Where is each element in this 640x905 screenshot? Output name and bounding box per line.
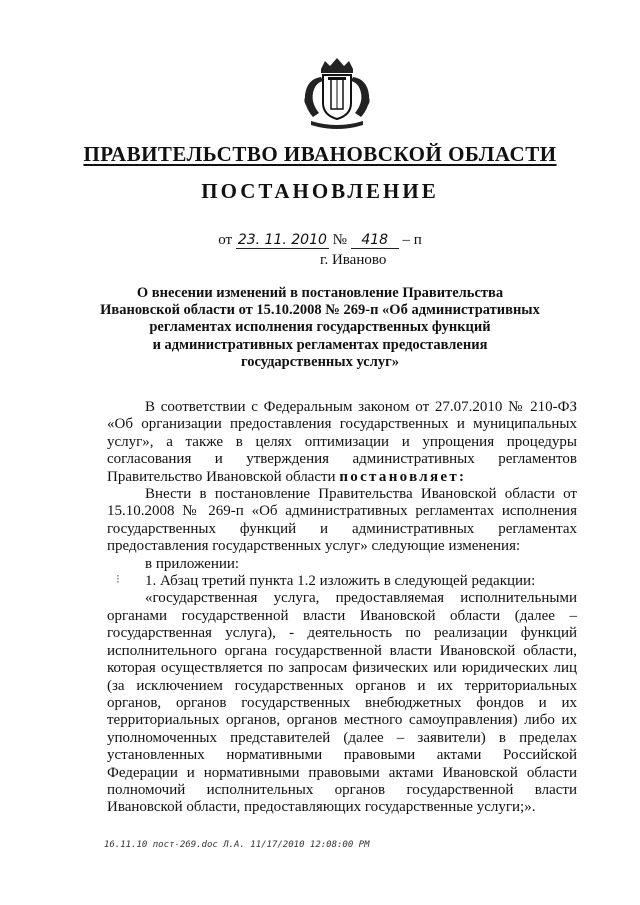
organization-title: ПРАВИТЕЛЬСТВО ИВАНОВСКОЙ ОБЛАСТИ xyxy=(83,142,557,166)
coat-of-arms-icon xyxy=(299,55,375,131)
margin-pencil-mark: ⁝ xyxy=(116,572,120,586)
handwritten-number: 418 xyxy=(351,232,399,249)
date-prefix: от xyxy=(218,232,233,248)
city: г. Иваново xyxy=(320,252,387,268)
number-suffix: – п xyxy=(402,232,422,248)
body-paragraph: в приложении: xyxy=(145,555,240,572)
body-paragraph: Внести в постановление Правительства Ивановской области от 15.10.2008 № 269-п «Об административных регламентах исполнения государственных функций и административных регламентах предоставления государственных услуг» следующие изменения: xyxy=(107,486,577,555)
number-label: № xyxy=(332,232,347,248)
decree-word: постановляет: xyxy=(339,468,467,485)
body-paragraph: 1. Абзац третий пункта 1.2 изложить в следующей редакции: xyxy=(145,573,536,590)
registration-line xyxy=(0,232,640,249)
body-paragraph: «государственная услуга, предоставляемая исполнительными органами государственной власти Ивановской области (далее – государственная услуга), - деятельность по реализации функций исполнительного органа государственной власти Ивановской области, которая осуществляется по запросам физических или юридических лиц (за исключением государственных органов и их территориальных органов, органов государственных внебюджетных фондов и их территориальных органов, органов местного самоуправления) либо их уполномоченных представителей (далее – заявители) в пределах установленных нормативными правовыми актами Российской Федерации и нормативными правовыми актами Ивановской области полномочий исполнительных органов государственной власти Ивановской области, предоставляющих государственные услуги;». xyxy=(107,590,577,816)
subject-heading xyxy=(80,285,560,371)
handwritten-date: 23. 11. 2010 xyxy=(237,232,327,248)
subject-line: государственных услуг» xyxy=(241,353,399,370)
body-paragraph xyxy=(107,399,577,486)
subject-line: О внесении изменений в постановление Правительства xyxy=(136,285,504,301)
document-type: ПОСТАНОВЛЕНИЕ xyxy=(201,179,439,203)
subject-line: регламентах исполнения государственных функций xyxy=(149,319,491,336)
document-body xyxy=(107,399,577,817)
print-footer: 16.11.10 пост-269.doc Л.А. 11/17/2010 12:08:00 PM xyxy=(104,840,370,850)
subject-line: Ивановской области от 15.10.2008 № 269-п «Об административных xyxy=(100,302,540,319)
preamble-text: В соответствии с Федеральным законом от 27.07.2010 № 210-ФЗ «Об организации предоставления государственных и муниципальных услуг», а также в целях оптимизации и упрощения процедуры согласования и утверждения административных регламентов Правительство Ивановской области xyxy=(107,399,577,485)
subject-line: и административных регламентах предоставления xyxy=(152,336,488,353)
